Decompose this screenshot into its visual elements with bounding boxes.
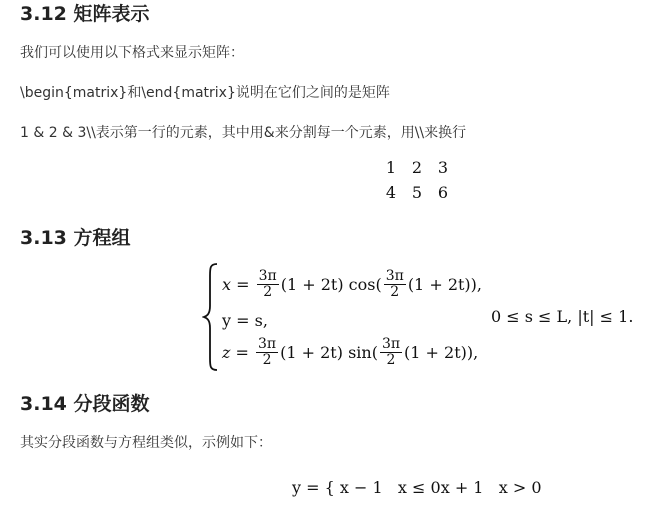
matrix-cell: 6: [437, 183, 449, 202]
matrix-cell: 3: [437, 158, 449, 177]
paragraph-piecewise-intro: 其实分段函数与方程组类似，示例如下：: [20, 435, 272, 451]
paragraph-matrix-intro: 我们可以使用以下格式来显示矩阵：: [20, 45, 244, 61]
fraction-numerator: 3π: [258, 267, 277, 284]
equation-text: (1 + 2t) sin(: [280, 342, 378, 362]
fraction: [384, 269, 406, 300]
section-heading-3-12: 3.12 矩阵表示: [20, 3, 150, 25]
equation-condition: 0 ≤ s ≤ L, |t| ≤ 1.: [491, 307, 634, 326]
fraction: [380, 337, 402, 368]
equation-row-z: z = $\frac{3\pi}{2}$ (1 + 2t) sin( $\frac{3\pi}{2}$ (1 + 2t)),: [222, 335, 479, 368]
section-heading-3-13: 3.13 方程组: [20, 227, 131, 249]
fraction-denominator: 2: [262, 351, 272, 368]
equation-row-x: x = $\frac{3\pi}{2}$ (1 + 2t) cos( $\frac{3\pi}{2}$ (1 + 2t)),: [222, 267, 482, 300]
fraction-numerator: 3π: [385, 267, 404, 284]
equation-text: (1 + 2t) cos(: [280, 274, 382, 294]
fraction-denominator: 2: [263, 283, 273, 300]
equation-variable: z: [222, 342, 231, 362]
equation-variable: x: [222, 274, 232, 294]
paragraph-begin-end-matrix: \begin{matrix}和\end{matrix}说明在它们之间的是矩阵: [20, 85, 390, 101]
equation-text: (1 + 2t)),: [407, 274, 482, 294]
matrix-cell: 1: [385, 158, 397, 177]
matrix-cell: 5: [411, 183, 423, 202]
fraction-denominator: 2: [390, 283, 400, 300]
matrix-cell: 4: [385, 183, 397, 202]
fraction-numerator: 3π: [258, 335, 277, 352]
fraction-denominator: 2: [386, 351, 396, 368]
piecewise-formula: y = { x − 1 x ≤ 0x + 1 x > 0: [292, 478, 542, 497]
paragraph-row-separator: 1 & 2 & 3\\表示第一行的元素，其中用&来分割每一个元素，用\\来换行: [20, 125, 467, 141]
equation-text: y = s,: [222, 310, 268, 330]
matrix-cell: 2: [411, 158, 423, 177]
matrix-example: [378, 158, 456, 203]
fraction: [257, 269, 279, 300]
fraction: [256, 337, 278, 368]
left-brace-icon: [202, 262, 220, 372]
fraction-numerator: 3π: [381, 335, 401, 352]
equation-row-y: [222, 302, 268, 338]
equation-text: (1 + 2t)),: [404, 342, 479, 362]
section-heading-3-14: 3.14 分段函数: [20, 393, 150, 415]
